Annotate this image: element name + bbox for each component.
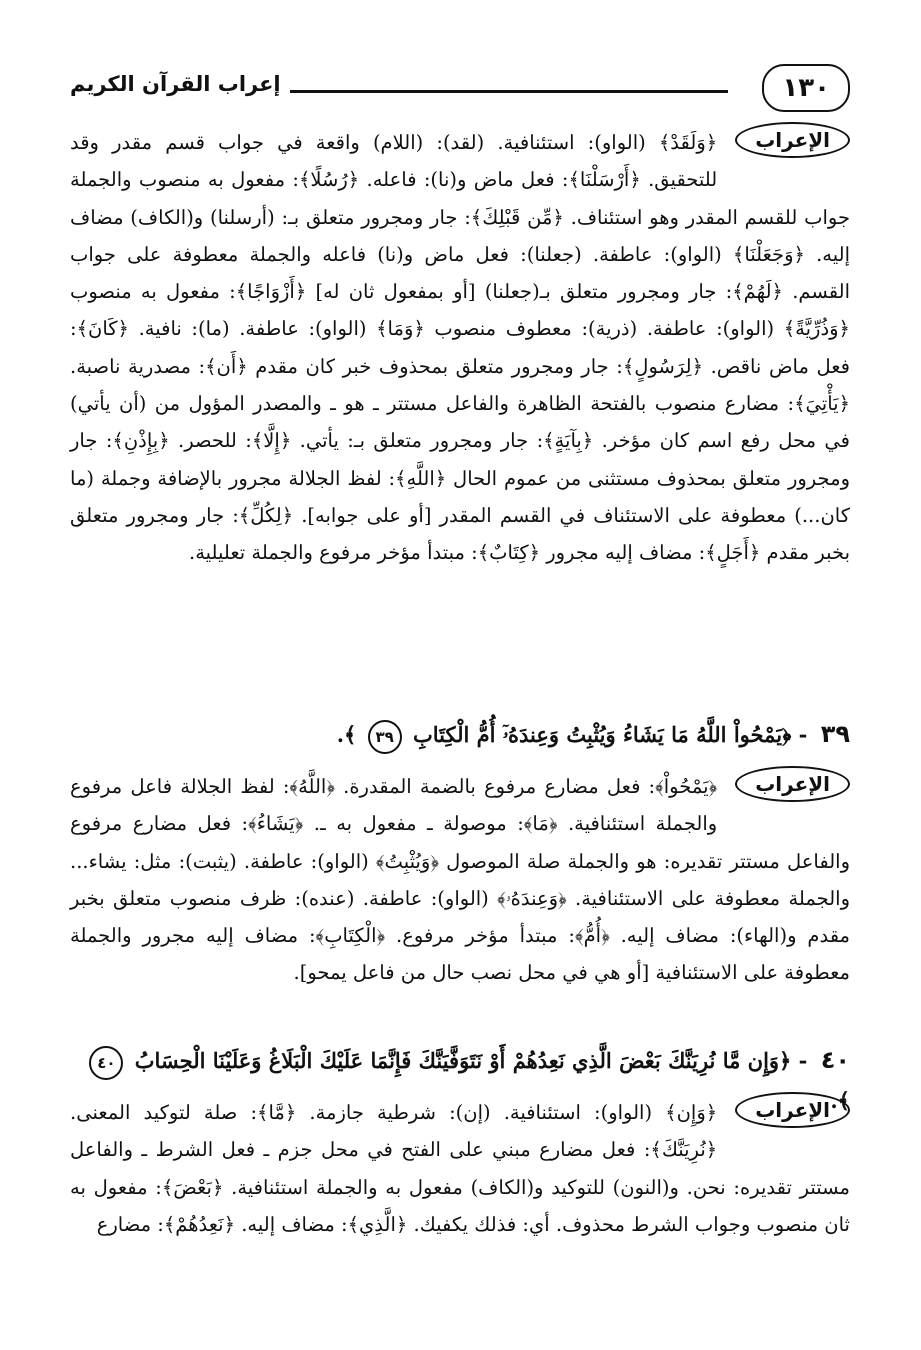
- verse-number: ٤٠: [820, 1046, 850, 1074]
- irab-paragraph: [70, 1094, 850, 1243]
- irab-label: الإعراب: [735, 122, 850, 158]
- page-number: ١٣٠: [762, 64, 850, 112]
- irab-section-40: [70, 1094, 850, 1243]
- irab-paragraph: [70, 124, 850, 572]
- book-title: إعراب القرآن الكريم: [70, 72, 281, 96]
- page-header: [70, 64, 850, 114]
- verse-number: ٣٩: [820, 720, 850, 748]
- verse-close: ﴾.: [336, 722, 357, 747]
- verse-close: ﴾.: [830, 1088, 850, 1113]
- verse-40: ٤٠ - ﴿وَإِن مَّا نُرِيَنَّكَ بَعْضَ الَّذِي نَعِدُهُمْ أَوْ نَتَوَفَّيَنَّكَ فَإِنَّمَا عَلَيْكَ الْبَلَاغُ وَعَلَيْنَا الْحِسَابُ ٤٠ ﴾.: [70, 1040, 850, 1121]
- verse-text: ﴿يَمْحُواْ اللَّهُ مَا يَشَاءُ وَيُثْبِتُ وَعِندَهُۥٓ أُمُّ الْكِتَابِ: [412, 722, 792, 747]
- header-rule: [290, 90, 728, 93]
- verse-text: ﴿وَإِن مَّا نُرِيَنَّكَ بَعْضَ الَّذِي نَعِدُهُمْ أَوْ نَتَوَفَّيَنَّكَ فَإِنَّمَا عَلَيْكَ الْبَلَاغُ وَعَلَيْنَا الْحِسَابُ: [134, 1048, 792, 1073]
- irab-label: الإعراب: [735, 1092, 850, 1128]
- irab-text: ﴿يَمْحُواْ﴾: فعل مضارع مرفوع بالضمة المقدرة. ﴿اللَّهُ﴾: لفظ الجلالة فاعل مرفوع والجملة استئنافية. ﴿مَا﴾: موصولة ـ مفعول به ـ. ﴿يَشَاءُ﴾: فعل مضارع مرفوع والفاعل مستتر تقديره: هو والجملة صلة الموصول ﴿وَيُثْبِتُ﴾ (الواو): عاطفة. (يثبت): مثل: يشاء... والجملة معطوفة على الاستئنافية. ﴿وَعِندَهُۥ﴾ (الواو): عاطفة. (عنده): ظرف منصوب متعلق بخبر مقدم و(الهاء): مضاف إليه. ﴿أُمُّ﴾: مبتدأ مؤخر مرفوع. ﴿الْكِتَابِ﴾: مضاف إليه مجرور والجملة معطوفة على الاستئنافية [أو هي في محل نصب حال من فاعل يمحو].: [70, 775, 850, 985]
- ayah-end-marker: ٣٩: [368, 720, 402, 754]
- irab-text: ﴿وَلَقَدْ﴾ (الواو): استئنافية. (لقد): (اللام) واقعة في جواب قسم مقدر وقد للتحقيق. ﴿أَرْسَلْنَا﴾: فعل ماض و(نا): فاعله. ﴿رُسُلًا﴾: مفعول به منصوب والجملة جواب للقسم المقدر وهو استئناف. ﴿مِّن قَبْلِكَ﴾: جار ومجرور متعلق بـ: (أرسلنا) و(الكاف) مضاف إليه. ﴿وَجَعَلْنَا﴾ (الواو): عاطفة. (جعلنا): فعل ماض و(نا) فاعله والجملة معطوفة على جواب القسم. ﴿لَهُمْ﴾: جار ومجرور متعلق بـ(جعلنا) [أو بمفعول ثان له] ﴿أَزْوَاجًا﴾: مفعول به منصوب ﴿وَذُرِّيَّةً﴾ (الواو): عاطفة. (ذرية): معطوف منصوب ﴿وَمَا﴾ (الواو): عاطفة. (ما): نافية. ﴿كَانَ﴾: فعل ماض ناقص. ﴿لِرَسُولٍ﴾: جار ومجرور متعلق بمحذوف خبر كان مقدم ﴿أَن﴾: مصدرية ناصبة. ﴿يَأْتِيَ﴾: مضارع منصوب بالفتحة الظاهرة والفاعل مستتر ـ هو ـ والمصدر المؤول من (أن يأتي) في محل رفع اسم كان مؤخر. ﴿بِآيَةٍ﴾: جار ومجرور متعلق بـ: يأتي. ﴿إِلَّا﴾: للحصر. ﴿بِإِذْنِ﴾: جار ومجرور متعلق بمحذوف مستثنى من عموم الحال ﴿اللَّهِ﴾: لفظ الجلالة مجرور بالإضافة وجملة (ما كان...) معطوفة على الاستئناف في القسم المقدر [أو على جوابه]. ﴿لِكُلِّ﴾: جار ومجرور متعلق بخبر مقدم ﴿أَجَلٍ﴾: مضاف إليه مجرور ﴿كِتَابٌ﴾: مبتدأ مؤخر مرفوع والجملة تعليلية.: [70, 131, 850, 565]
- irab-section-39: [70, 768, 850, 992]
- irab-label: الإعراب: [735, 766, 850, 802]
- irab-text: ﴿وَإِن﴾ (الواو): استئنافية. (إن): شرطية جازمة. ﴿مَّا﴾: صلة لتوكيد المعنى. ﴿نُرِيَنَّكَ﴾: فعل مضارع مبني على الفتح في محل جزم ـ فعل الشرط ـ والفاعل مستتر تقديره: نحن. و(النون) للتوكيد و(الكاف) مفعول به والجملة استئنافية. ﴿بَعْضَ﴾: مفعول به ثان منصوب وجواب الشرط محذوف. أي: فذلك يكفيك. ﴿الَّذِي﴾: مضاف إليه. ﴿نَعِدُهُمْ﴾: مضارع: [70, 1101, 850, 1236]
- irab-section-38: [70, 124, 850, 572]
- verse-39: ٣٩ - ﴿يَمْحُواْ اللَّهُ مَا يَشَاءُ وَيُثْبِتُ وَعِندَهُۥٓ أُمُّ الْكِتَابِ ٣٩ ﴾.: [70, 714, 850, 755]
- ayah-end-marker: ٤٠: [89, 1046, 123, 1080]
- irab-paragraph: [70, 768, 850, 992]
